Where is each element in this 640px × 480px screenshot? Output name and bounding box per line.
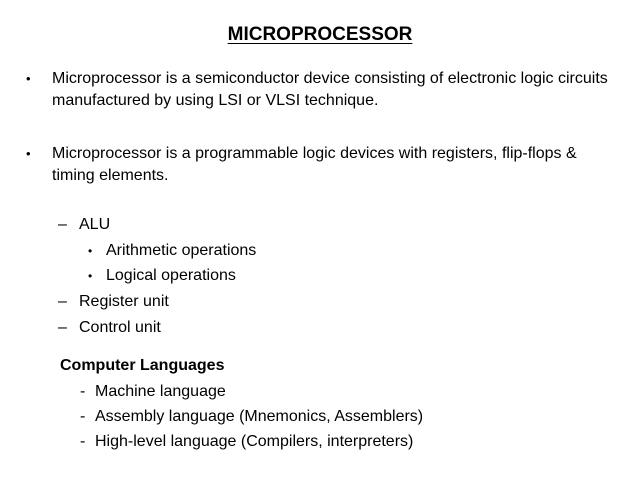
component-item-control-unit [58,317,161,339]
subitem-label: Arithmetic operations [106,242,257,259]
component-item-alu [58,214,110,236]
bullet-item-programmable [26,143,616,187]
dash-marker: – [58,293,67,310]
bullet-item-definition [26,68,616,112]
bullet-icon: • [88,244,93,258]
component-item-register-unit [58,291,169,313]
language-item-machine [80,381,226,403]
dash-marker: - [80,383,86,400]
component-label: Register unit [79,293,169,310]
bullet-icon: • [26,71,31,86]
bullet-text: Microprocessor is a programmable logic devices with registers, flip-flops & timing elements. [52,145,577,184]
alu-subitem-logical [88,265,236,287]
bullet-icon: • [26,146,31,161]
language-label: High-level language (Compilers, interpreters) [95,433,414,450]
languages-heading: Computer Languages [60,357,225,374]
bullet-icon: • [88,269,93,283]
component-label: ALU [79,216,111,233]
component-label: Control unit [79,319,161,336]
dash-marker: – [58,319,67,336]
language-label: Machine language [95,383,226,400]
slide-title: MICROPROCESSOR [227,24,413,45]
bullet-text: Microprocessor is a semiconductor device consisting of electronic logic circuits manufactured by using LSI or VLSI technique. [52,70,608,109]
language-item-high-level [80,431,413,453]
dash-marker: - [80,408,86,425]
language-item-assembly [80,406,423,428]
alu-subitem-arithmetic [88,240,256,262]
dash-marker: – [58,216,67,233]
language-label: Assembly language (Mnemonics, Assemblers) [95,408,424,425]
subitem-label: Logical operations [106,267,236,284]
dash-marker: - [80,433,86,450]
